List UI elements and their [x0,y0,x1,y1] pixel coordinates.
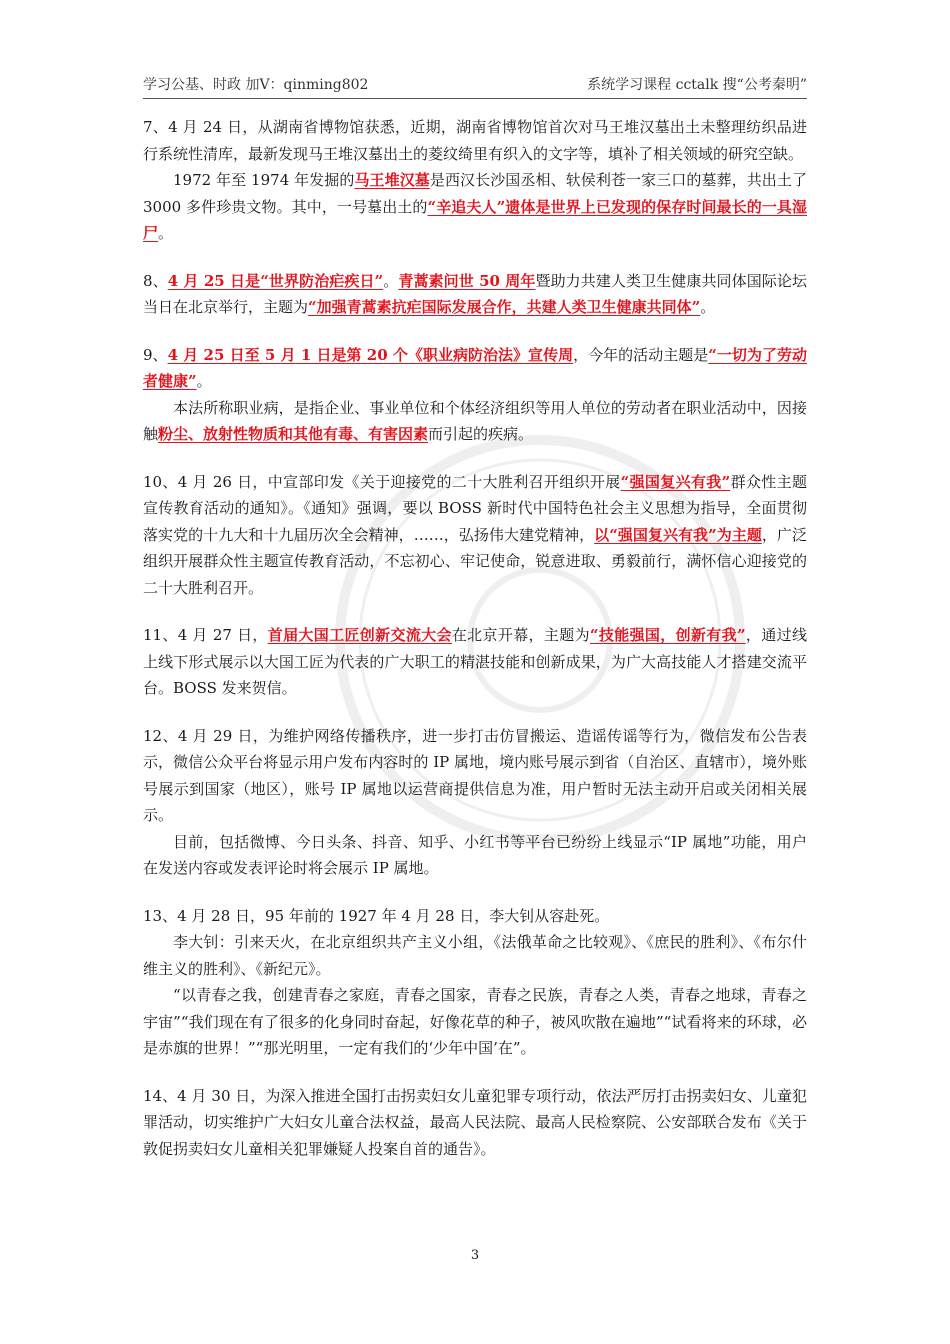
body-text: 11、4 月 27 日， [143,626,268,644]
highlight-text: “辛追夫人”遗体是世界上已发现的保存时间最长的一具湿尸 [143,197,807,242]
body-text: 而引起的疾病。 [428,425,534,443]
body-text: 。 [196,372,212,390]
highlight-text: 4 月 25 日是“世界防治疟疾日” [167,271,384,290]
paragraph [143,167,807,247]
news-item [143,114,807,247]
page-header [143,68,807,99]
header-left-text: 学习公基、时政 加V：qinming802 [143,77,369,93]
body-text: 13、4 月 28 日，95 年前的 1927 年 4 月 28 日，李大钊从容赴死。 [143,906,610,925]
paragraph [143,268,807,321]
body-text: 是西汉长沙国丞相、轪侯利苍一家三口的墓葬，共出土了 3000 多件珍贵文物。其中，一号墓出土的 [143,171,807,216]
body-text: 群众性主题宣传教育活动的通知》。《通知》强调，要以 BOSS 新时代中国特色社会主义思想为指导，全面贯彻落实党的十九大和十九届历次全会精神，……，弘扬伟大建党精神， [143,472,807,544]
body-text: ，今年的活动主题是 [573,345,709,364]
body-text: 在北京开幕，主题为 [451,626,590,644]
body-text: ，通过线上线下形式展示以大国工匠为代表的广大职工的精湛技能和创新成果，为广大高技能人才搭建交流平台。BOSS 发来贺信。 [143,626,807,697]
spacer [143,702,807,723]
paragraph [143,469,807,602]
paragraph [143,622,807,702]
news-item [143,469,807,602]
paragraph [143,1083,807,1163]
highlight-text: “加强青蒿素抗疟国际发展合作，共建人类卫生健康共同体” [308,298,701,316]
header-right-text: 系统学习课程 cctalk 搜“公考秦明” [587,77,807,93]
news-item [143,723,807,882]
body-text: 。 [383,271,399,290]
spacer [143,247,807,268]
news-item [143,1083,807,1163]
body-text: 目前，包括微博、今日头条、抖音、知乎、小红书等平台已纷纷上线显示“IP 属地”功能，用户在发送内容或发表评论时将会展示 IP 属地。 [143,832,807,877]
highlight-text: “强国复兴有我” [620,472,731,491]
body-text: 7、4 月 24 日，从湖南省博物馆获悉，近期，湖南省博物馆首次对马王堆汉墓出土未整理纺织品进行系统性清库，最新发现马王堆汉墓出土的菱纹绮里有织入的文字等，填补了相关领域的研究空缺。 [143,118,807,163]
highlight-text: 马王堆汉墓 [354,171,430,189]
highlight-text: 首届大国工匠创新交流大会 [267,626,452,644]
news-item [143,342,807,448]
body-text: 10、4 月 26 日，中宣部印发《关于迎接党的二十大胜利召开组织开展 [143,472,621,491]
body-text: 本法所称职业病，是指企业、事业单位和个体经济组织等用人单位的劳动者在职业活动中，因接触 [143,398,807,443]
paragraph [143,342,807,395]
spacer [143,601,807,622]
news-item [143,268,807,321]
paragraph [143,395,807,448]
paragraph [143,829,807,882]
paragraph [143,903,807,930]
body-text: 1972 年至 1974 年发掘的 [173,171,355,189]
body-text: “以青春之我，创建青春之家庭，青春之国家，青春之民族，青春之人类，青春之地球，青春之宇宙”“我们现在有了很多的化身同时奋起，好像花草的种子，被风吹散在遍地”“试看将来的环球，必是赤旗的世界！”“那光明里，一定有我们的‘少年中国’在”。 [143,986,807,1057]
body-text: 李大钊：引来天火，在北京组织共产主义小组，《法俄革命之比较观》、《庶民的胜利》、《布尔什维主义的胜利》、《新纪元》。 [143,933,807,978]
highlight-text: 4 月 25 日至 5 月 1 日是第 20 个《职业病防治法》宣传周 [167,345,574,364]
highlight-text: 粉尘、放射性物质和其他有毒、有害因素 [158,425,429,443]
body-text: ，广泛组织开展群众性主题宣传教育活动，不忘初心、牢记使命，锐意进取、勇毅前行，满怀信心迎接党的二十大胜利召开。 [143,525,807,597]
spacer [143,1062,807,1083]
highlight-text: 青蒿素问世 50 周年 [398,271,536,290]
page-number: 3 [470,1248,480,1263]
news-item [143,622,807,702]
spacer [143,882,807,903]
highlight-text: 以“强国复兴有我”为主题 [594,525,762,544]
body-text: 暨助力共建人类卫生健康共同体国际论坛当日在北京举行，主题为 [143,271,807,316]
paragraph [143,982,807,1062]
highlight-text: “一切为了劳动者健康” [143,345,807,390]
spacer [143,448,807,469]
highlight-text: “技能强国，创新有我” [589,626,746,644]
body-text: 。 [158,224,174,242]
body-text: 8、 [143,271,168,290]
body-text: 。 [700,298,716,316]
news-item [143,903,807,1062]
body-text: 14、4 月 30 日，为深入推进全国打击拐卖妇女儿童犯罪专项行动，依法严厉打击拐卖妇女、儿童犯罪活动，切实维护广大妇女儿童合法权益，最高人民法院、最高人民检察院、公安部联合发布《关于敦促拐卖妇女儿童相关犯罪嫌疑人投案自首的通告》。 [143,1086,807,1158]
spacer [143,321,807,342]
document-body [143,114,807,1162]
paragraph [143,114,807,167]
paragraph [143,723,807,829]
body-text: 9、 [143,345,168,364]
body-text: 12、4 月 29 日，为维护网络传播秩序，进一步打击仿冒搬运、造谣传谣等行为，微信发布公告表示，微信公众平台将显示用户发布内容时的 IP 属地，境内账号展示到省（自治区、直辖市），境外账号展示到国家（地区），账号 IP 属地以运营商提供信息为准，用户暂时无法主动开启或关闭相关展示。 [143,726,807,824]
paragraph [143,929,807,982]
